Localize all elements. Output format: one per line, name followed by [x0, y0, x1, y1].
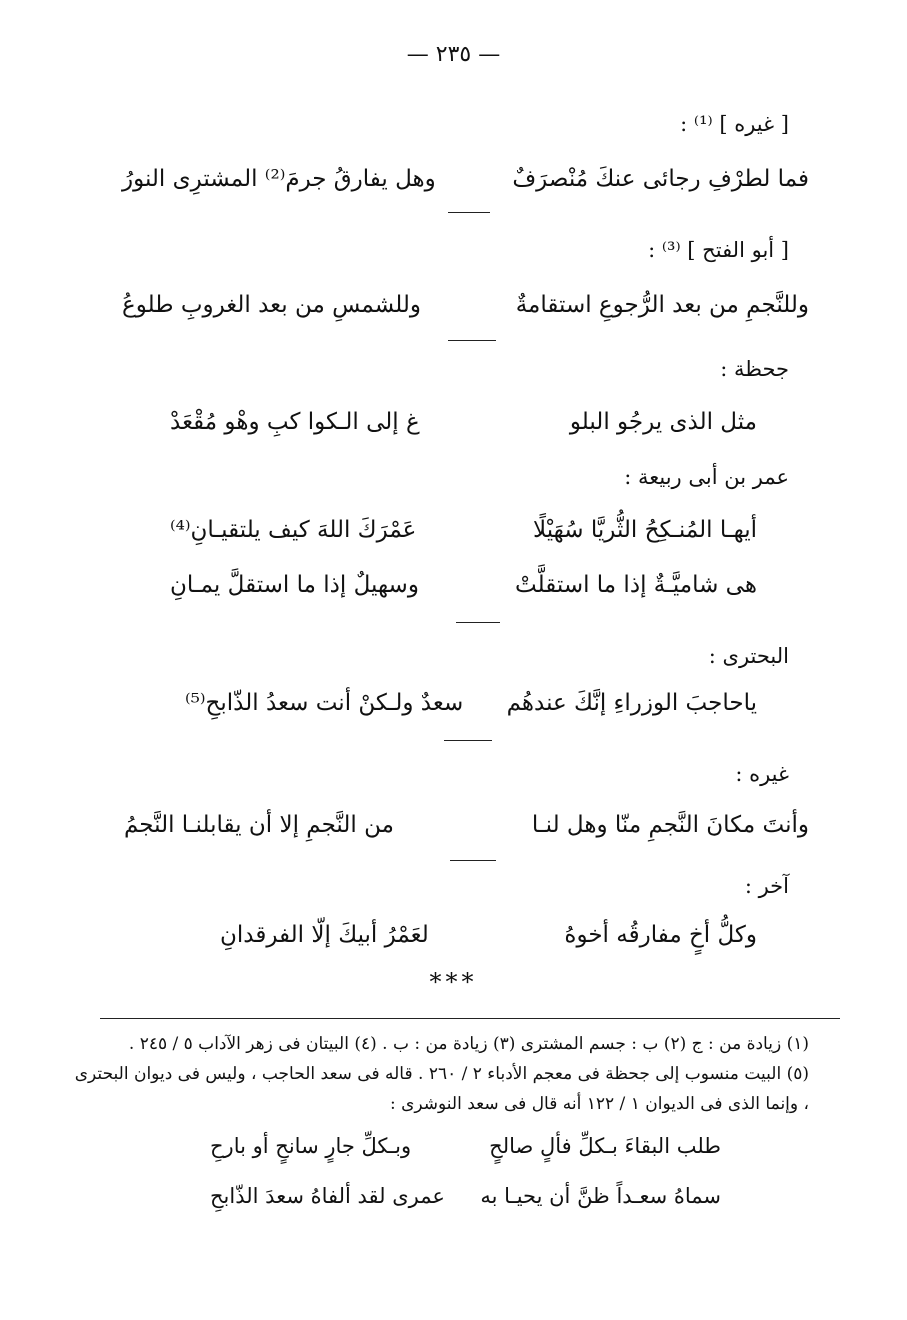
- verse-first-hemistich: وللنَّجمِ من بعد الرُّجوعِ استقامةٌ: [515, 292, 809, 318]
- verse-first-hemistich: هى شاميَّـةٌ إذا ما استقلَّتْ: [515, 572, 757, 598]
- poet-header: [ أبو الفتح ] ⁽³⁾ :: [648, 238, 789, 262]
- poet-header: عمر بن أبى ربيعة :: [624, 465, 789, 489]
- footnote-verse-first-hemistich: سماهُ سعـداً ظنَّ أن يحيـا به: [480, 1184, 721, 1208]
- verse-second-hemistich: سعدٌ ولـكنْ أنت سعدُ الذّابحِ⁽⁵⁾: [185, 690, 464, 716]
- verse-separator: [448, 212, 490, 213]
- verse-second-hemistich: غ إلى الـكوا كبِ وهْو مُقْعَدْ: [170, 409, 420, 435]
- footnote-line: ، وإنما الذى فى الديوان ١ / ١٢٢ أنه قال فى سعد النوشرى :: [389, 1094, 809, 1114]
- footnote-verse-first-hemistich: طلب البقاءَ بـكلِّ فألٍ صالحٍ: [489, 1134, 721, 1158]
- verse-separator: [444, 740, 492, 741]
- poet-header: آخر :: [744, 874, 789, 898]
- verse-separator: [450, 860, 496, 861]
- verse-second-hemistich: وللشمسِ من بعد الغروبِ طلوعُ: [122, 292, 421, 318]
- section-end-stars: ***: [429, 968, 478, 996]
- verse-first-hemistich: وأنتَ مكانَ النَّجمِ منّا وهل لنـا: [531, 812, 809, 838]
- verse-separator: [448, 340, 496, 341]
- poet-header: غيره :: [735, 762, 789, 786]
- footnote-verse-second-hemistich: عمرى لقد ألفاهُ سعدَ الذّابحِ: [210, 1184, 445, 1208]
- verse-first-hemistich: وكلُّ أخٍ مفارقُه أخوهُ: [564, 922, 757, 948]
- verse-second-hemistich: وسهيلٌ إذا ما استقلَّ يمـانِ: [170, 572, 419, 598]
- footnote-line: (٥) البيت منسوب إلى جحظة فى معجم الأدباء ٢ / ٢٦٠ . قاله فى سعد الحاجب ، وليس فى ديوان البحترى: [74, 1064, 809, 1084]
- verse-separator: [456, 622, 500, 623]
- footnote-line: (١) زيادة من : ج (٢) ب : جسم المشترى (٣) زيادة من : ب . (٤) البيتان فى زهر الآداب ٥ / ٢٤٥ .: [128, 1034, 809, 1054]
- poet-header: البحترى :: [708, 644, 789, 668]
- verse-second-hemistich: عَمْرَكَ اللهَ كيف يلتقيـانِ⁽⁴⁾: [170, 517, 417, 543]
- poet-header: [ غيره ] ⁽¹⁾ :: [680, 112, 789, 136]
- footnote-rule: [100, 1018, 840, 1019]
- page-number: — ٢٣٥ —: [406, 42, 501, 67]
- verse-second-hemistich: من النَّجمِ إلا أن يقابلنـا النَّجمُ: [124, 812, 394, 838]
- verse-first-hemistich: أيهـا المُنـكِحُ الثُّريَّا سُهَيْلًا: [533, 517, 757, 543]
- verse-second-hemistich: وهل يفارقُ جرمَ⁽²⁾ المشترِى النورُ: [122, 166, 436, 192]
- verse-second-hemistich: لعَمْرُ أبيكَ إلّا الفرقدانِ: [220, 922, 429, 948]
- verse-first-hemistich: فما لطرْفِ رجائى عنكَ مُنْصرَفٌ: [512, 166, 809, 192]
- poet-header: جحظة :: [720, 357, 789, 381]
- verse-first-hemistich: ياحاجبَ الوزراءِ إنَّكَ عندهُم: [506, 690, 757, 716]
- footnote-verse-second-hemistich: وبـكلِّ جارٍ سانحٍ أو بارحِ: [210, 1134, 412, 1158]
- verse-first-hemistich: مثل الذى يرجُو البلو: [569, 409, 757, 435]
